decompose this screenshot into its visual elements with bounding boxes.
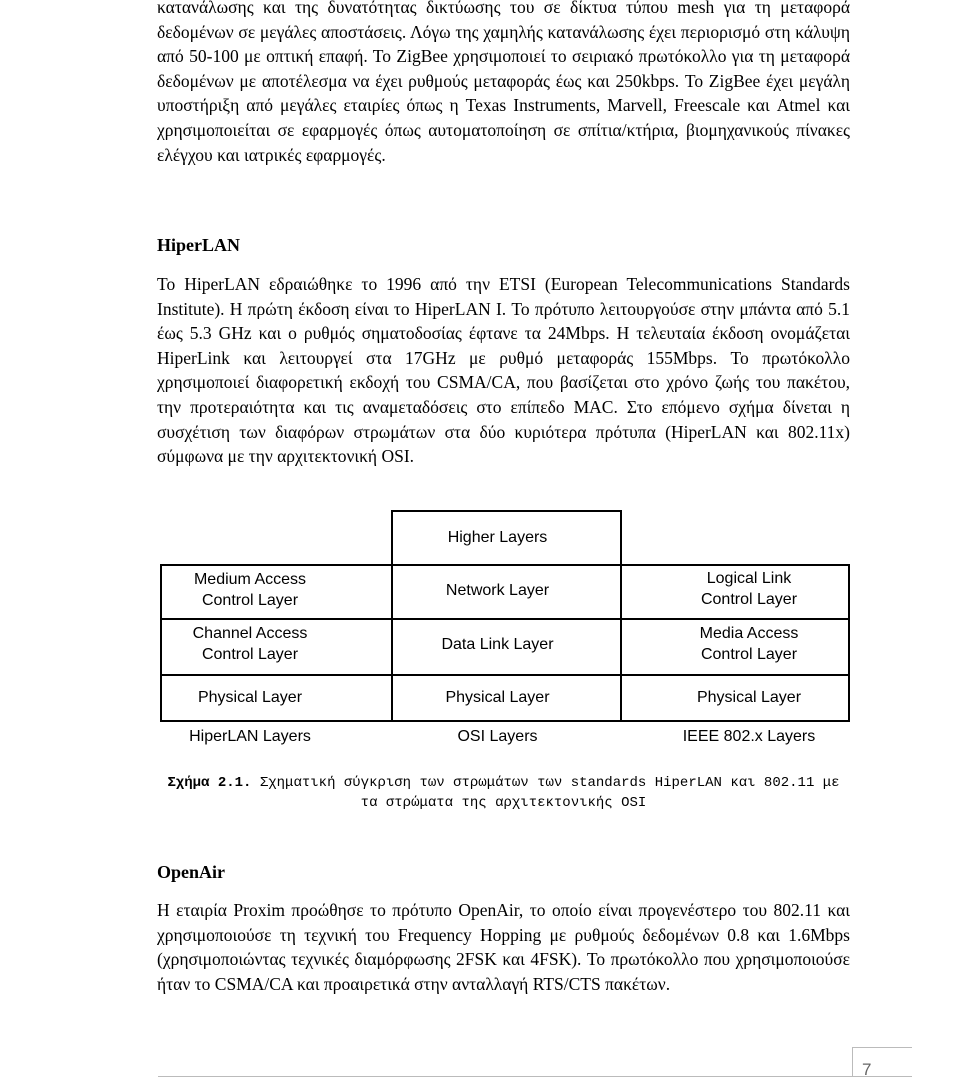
right-physical-layer-label: Physical Layer xyxy=(696,689,802,706)
figure-caption xyxy=(157,773,850,813)
osi-box-left-border xyxy=(391,510,393,722)
osi-box-top-border xyxy=(391,510,622,512)
media-access-label: Media Access Control Layer xyxy=(699,625,799,663)
layers-mid-line xyxy=(160,618,850,620)
network-layer-label: Network Layer xyxy=(445,582,550,599)
left-physical-layer-label: Physical Layer xyxy=(197,689,303,706)
section-heading-openair: OpenAir xyxy=(157,862,226,882)
hiperlan-paragraph: Το HiperLAN εδραιώθηκε το 1996 από την ETSI (European Telecommunications Standards Institute). Η πρώτη έκδοση είναι το HiperLAN I. Το πρότυπο λειτουργούσε στην μπάντα από 5.1 έως 5.3 GHz και ο ρυθμός σηματοδοσίας έφτανε τα 24Mbps. Η τελευταία έκδοση ονομάζεται HiperLink και λειτουργεί στα 17GHz με ρυθμό μεταφοράς 155Mbps. Το πρωτόκολλο χρησιμοποιεί διαφορετική εκδοχή του CSMA/CA, που βασίζεται στο χρόνο ζωής του πακέτου, την προτεραιότητα και τις αναμεταδόσεις στο επίπεδο MAC. Στο επόμενο σχήμα δίνεται η συσχέτιση των διαφόρων στρωμάτων στα δύο κυριότερα πρότυπα (HiperLAN και 802.11x) σύμφωνα με την αρχιτεκτονική OSI. xyxy=(157,274,850,467)
figure-caption-text: Σχηματική σύγκριση των στρωμάτων των standards HiperLAN και 802.11 με τα στρώματα της αρχιτεκτονικής OSI xyxy=(251,775,840,811)
layers-top-line xyxy=(160,564,850,566)
section-heading-hiperlan: HiperLAN xyxy=(157,235,240,255)
osi-physical-layer-label: Physical Layer xyxy=(445,689,550,706)
page-frame-bottom xyxy=(158,1076,912,1077)
page-frame-divider xyxy=(852,1047,853,1077)
osi-layers-footer: OSI Layers xyxy=(457,728,538,745)
figure-caption-label: Σχήμα 2.1. xyxy=(167,775,252,791)
logical-link-label: Logical Link Control Layer xyxy=(700,570,798,608)
ieee-layers-footer: IEEE 802.x Layers xyxy=(682,728,816,745)
data-link-layer-label: Data Link Layer xyxy=(441,636,554,653)
page-number: 7 xyxy=(862,1060,872,1079)
page-frame-top xyxy=(852,1047,912,1048)
page-number-frame xyxy=(158,1047,912,1077)
layers-bottom-line xyxy=(160,720,850,722)
osi-box-right-border xyxy=(620,510,622,722)
layers-physical-line xyxy=(160,674,850,676)
channel-access-label: Channel Access Control Layer xyxy=(192,625,308,663)
openair-paragraph: Η εταιρία Proxim προώθησε το πρότυπο OpenAir, το οποίο είναι προγενέστερο του 802.11 και χρησιμοποιούσε τη τεχνική του Frequency Hopping με ρυθμούς δεδομένων 0.8 και 1.6Mbps (χρησιμοποιώντας τεχνικές διαμόρφωσης 2FSK και 4FSK). Το πρωτόκολλο που χρησιμοποιούσε ήταν το CSMA/CA και προαιρετικά στην ανταλλαγή RTS/CTS πακέτων. xyxy=(157,900,850,994)
layer-comparison-diagram xyxy=(160,510,850,750)
hiperlan-layers-footer: HiperLAN Layers xyxy=(189,728,311,745)
higher-layers-label: Higher Layers xyxy=(447,529,548,546)
outer-right-border xyxy=(848,564,850,722)
medium-access-label: Medium Access Control Layer xyxy=(193,571,307,609)
intro-paragraph: κατανάλωσης και της δυνατότητας δικτύωσης του σε δίκτυα τύπου mesh για τη μεταφορά δεδομένων σε μεγάλες αποστάσεις. Λόγω της χαμηλής κατανάλωσης έχει περιορισμό στη κάλυψη από 50-100 με οπτική επαφή. Το ZigBee χρησιμοποιεί το σειριακό πρωτόκολλο για τη μεταφορά δεδομένων με αποτέλεσμα να έχει ρυθμούς μεταφοράς έως και 250kbps. Το ZigBee έχει μεγάλη υποστήριξη από μεγάλες εταιρίες όπως η Texas Instruments, Marvell, Freescale και Atmel και χρησιμοποιείται σε εφαρμογές όπως αυτοματοποίηση σε σπίτια/κτήρια, βιομηχανικούς πίνακες ελέγχου και ιατρικές εφαρμογές. xyxy=(157,0,850,165)
